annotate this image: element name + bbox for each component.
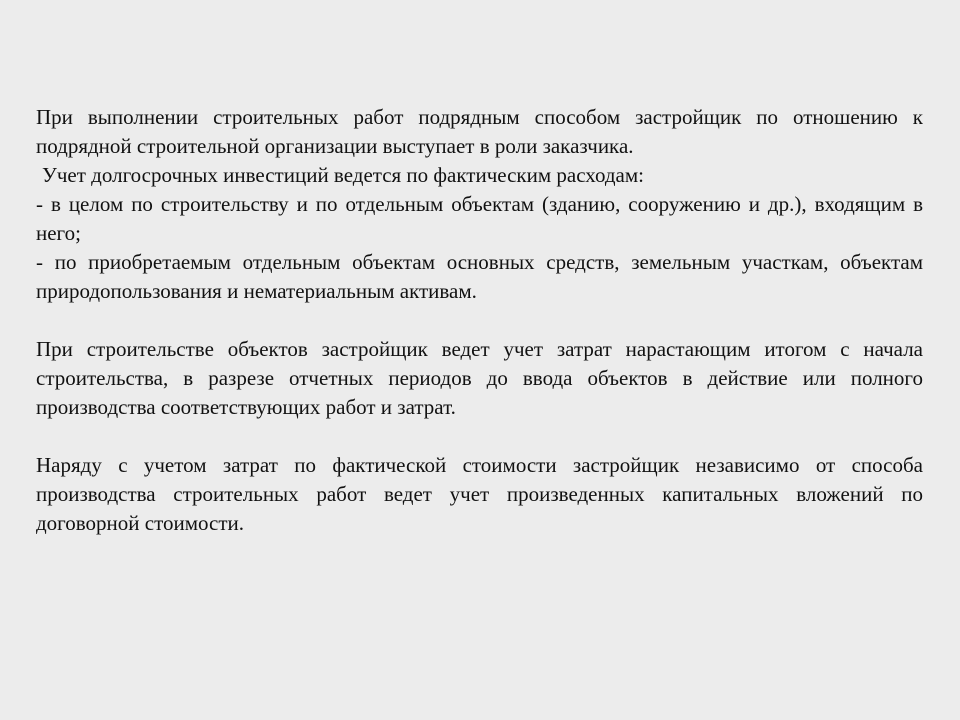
paragraph-contract-value: Наряду с учетом затрат по фактической стоимости застройщик независимо от способа производства строительных работ ведет учет произведенных капитальных вложений по договорной стоимости.: [36, 453, 923, 535]
paragraph-cumulative-costs: При строительстве объектов застройщик ведет учет затрат нарастающим итогом с начала строительства, в разрезе отчетных периодов до ввода объектов в действие или полного производства соответствующих работ и затрат.: [36, 337, 923, 419]
paragraph-investment-accounting: Учет долгосрочных инвестиций ведется по фактическим расходам:: [42, 163, 644, 187]
slide-text-body: [36, 103, 923, 538]
list-item-acquired-assets: - по приобретаемым отдельным объектам основных средств, земельным участкам, объектам природопользования и нематериальным активам.: [36, 250, 923, 303]
paragraph-spacer: [36, 306, 923, 335]
paragraph-contractor-role: При выполнении строительных работ подрядным способом застройщик по отношению к подрядной строительной организации выступает в роли заказчика.: [36, 105, 923, 158]
paragraph-spacer: [36, 422, 923, 451]
list-item-construction: - в целом по строительству и по отдельным объектам (зданию, сооружению и др.), входящим в него;: [36, 192, 923, 245]
